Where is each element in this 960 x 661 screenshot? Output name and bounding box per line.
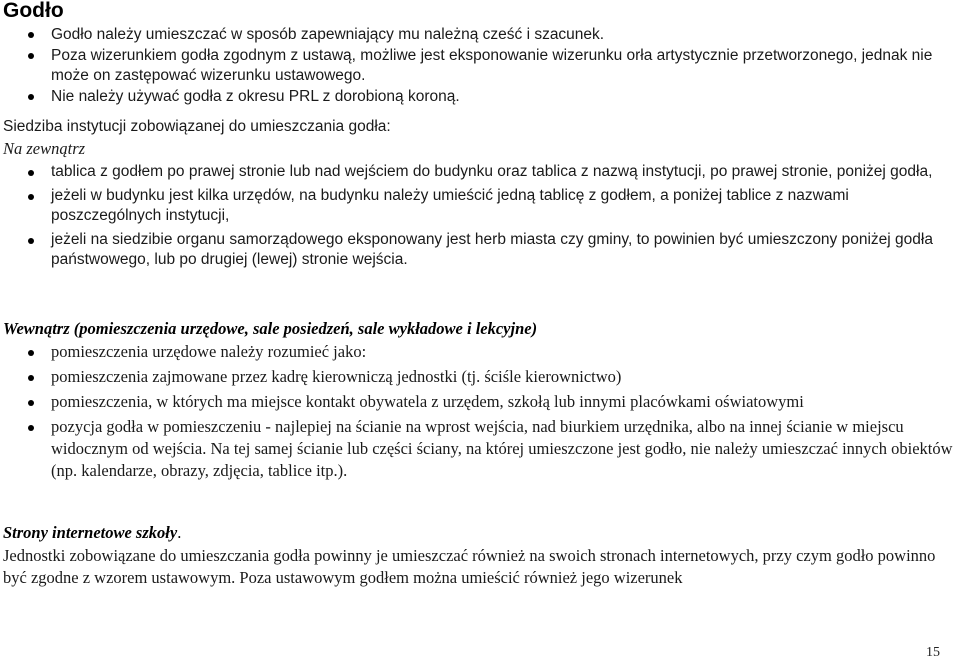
list-item-text: Nie należy używać godła z okresu PRL z dorobioną koroną.: [51, 87, 460, 105]
list-item: [0, 416, 960, 482]
list-item: [0, 186, 960, 227]
intro-bullet-list: [0, 25, 960, 107]
bullet-icon: [28, 32, 34, 38]
list-item-text: Poza wizerunkiem godła zgodnym z ustawą, możliwe jest eksponowanie wizerunku orła artystycznie przetworzonego, jednak nie może on zastępować wizerunku ustawowego.: [51, 46, 933, 84]
list-item: [0, 25, 960, 46]
list-item-text: pomieszczenia, w których ma miejsce kontakt obywatela z urzędem, szkołą lub innymi placówkami oświatowymi: [51, 392, 804, 411]
bullet-icon: [28, 94, 34, 100]
bullet-icon: [28, 194, 34, 200]
bullet-icon: [28, 238, 34, 244]
list-item-text: jeżeli na siedzibie organu samorządowego eksponowany jest herb miasta czy gminy, to powinien być umieszczony poniżej godła państwowego, lub po drugiej (lewej) stronie wejścia.: [51, 230, 933, 268]
list-item: [0, 391, 960, 413]
outside-label: Na zewnątrz: [3, 138, 86, 158]
bullet-icon: [28, 375, 34, 381]
inside-heading: Wewnątrz (pomieszczenia urzędowe, sale posiedzeń, sale wykładowe i lekcyjne): [3, 319, 538, 338]
list-item: [0, 230, 960, 271]
websites-heading-suffix: .: [177, 523, 182, 542]
list-item-text: pozycja godła w pomieszczeniu - najlepiej na ścianie na wprost wejścia, nad biurkiem urzędnika, albo na innej ścianie w miejscu widocznym od wejścia. Na tej samej ścianie lub części ściany, na której umieszczone jest godło, nie należy umieszczać innych obiektów (np. kalendarze, obrazy, zdjęcia, tablice itp.).: [51, 417, 953, 480]
outside-bullet-list: [0, 162, 960, 274]
bullet-icon: [28, 425, 34, 431]
bullet-icon: [28, 53, 34, 59]
list-item-text: Godło należy umieszczać w sposób zapewniający mu należną cześć i szacunek.: [51, 26, 605, 43]
bullet-icon: [28, 170, 34, 176]
list-item-text: tablica z godłem po prawej stronie lub nad wejściem do budynku oraz tablica z nazwą instytucji, po prawej stronie, poniżej godła,: [51, 163, 933, 180]
list-item-text: pomieszczenia zajmowane przez kadrę kierowniczą jednostki (tj. ściśle kierownictwo): [51, 367, 622, 386]
bullet-icon: [28, 400, 34, 406]
list-item: [0, 341, 960, 363]
inside-bullet-list: [0, 341, 960, 485]
bullet-icon: [28, 350, 34, 356]
institution-label: Siedziba instytucji zobowiązanej do umieszczania godła:: [3, 118, 391, 135]
list-item-text: jeżeli w budynku jest kilka urzędów, na budynku należy umieścić jedną tablicę z godłem, a poniżej tablice z nazwami poszczególnych instytucji,: [51, 186, 849, 224]
list-item: [0, 366, 960, 388]
websites-heading-text: Strony internetowe szkoły: [3, 523, 178, 542]
institution-section: [3, 117, 953, 160]
page-number: 15: [926, 645, 940, 660]
list-item-text: pomieszczenia urzędowe należy rozumieć jako:: [51, 342, 367, 361]
page-title: Godło: [3, 0, 64, 22]
list-item: [0, 46, 960, 87]
list-item: [0, 162, 960, 183]
websites-paragraph: Jednostki zobowiązane do umieszczania godła powinny je umieszczać również na swoich stronach internetowych, przy czym godło powinno być zgodne z wzorem ustawowym. Poza ustawowym godłem można umieścić również jego wizerunek: [3, 546, 936, 587]
list-item: [0, 87, 960, 108]
websites-heading: [3, 522, 181, 544]
